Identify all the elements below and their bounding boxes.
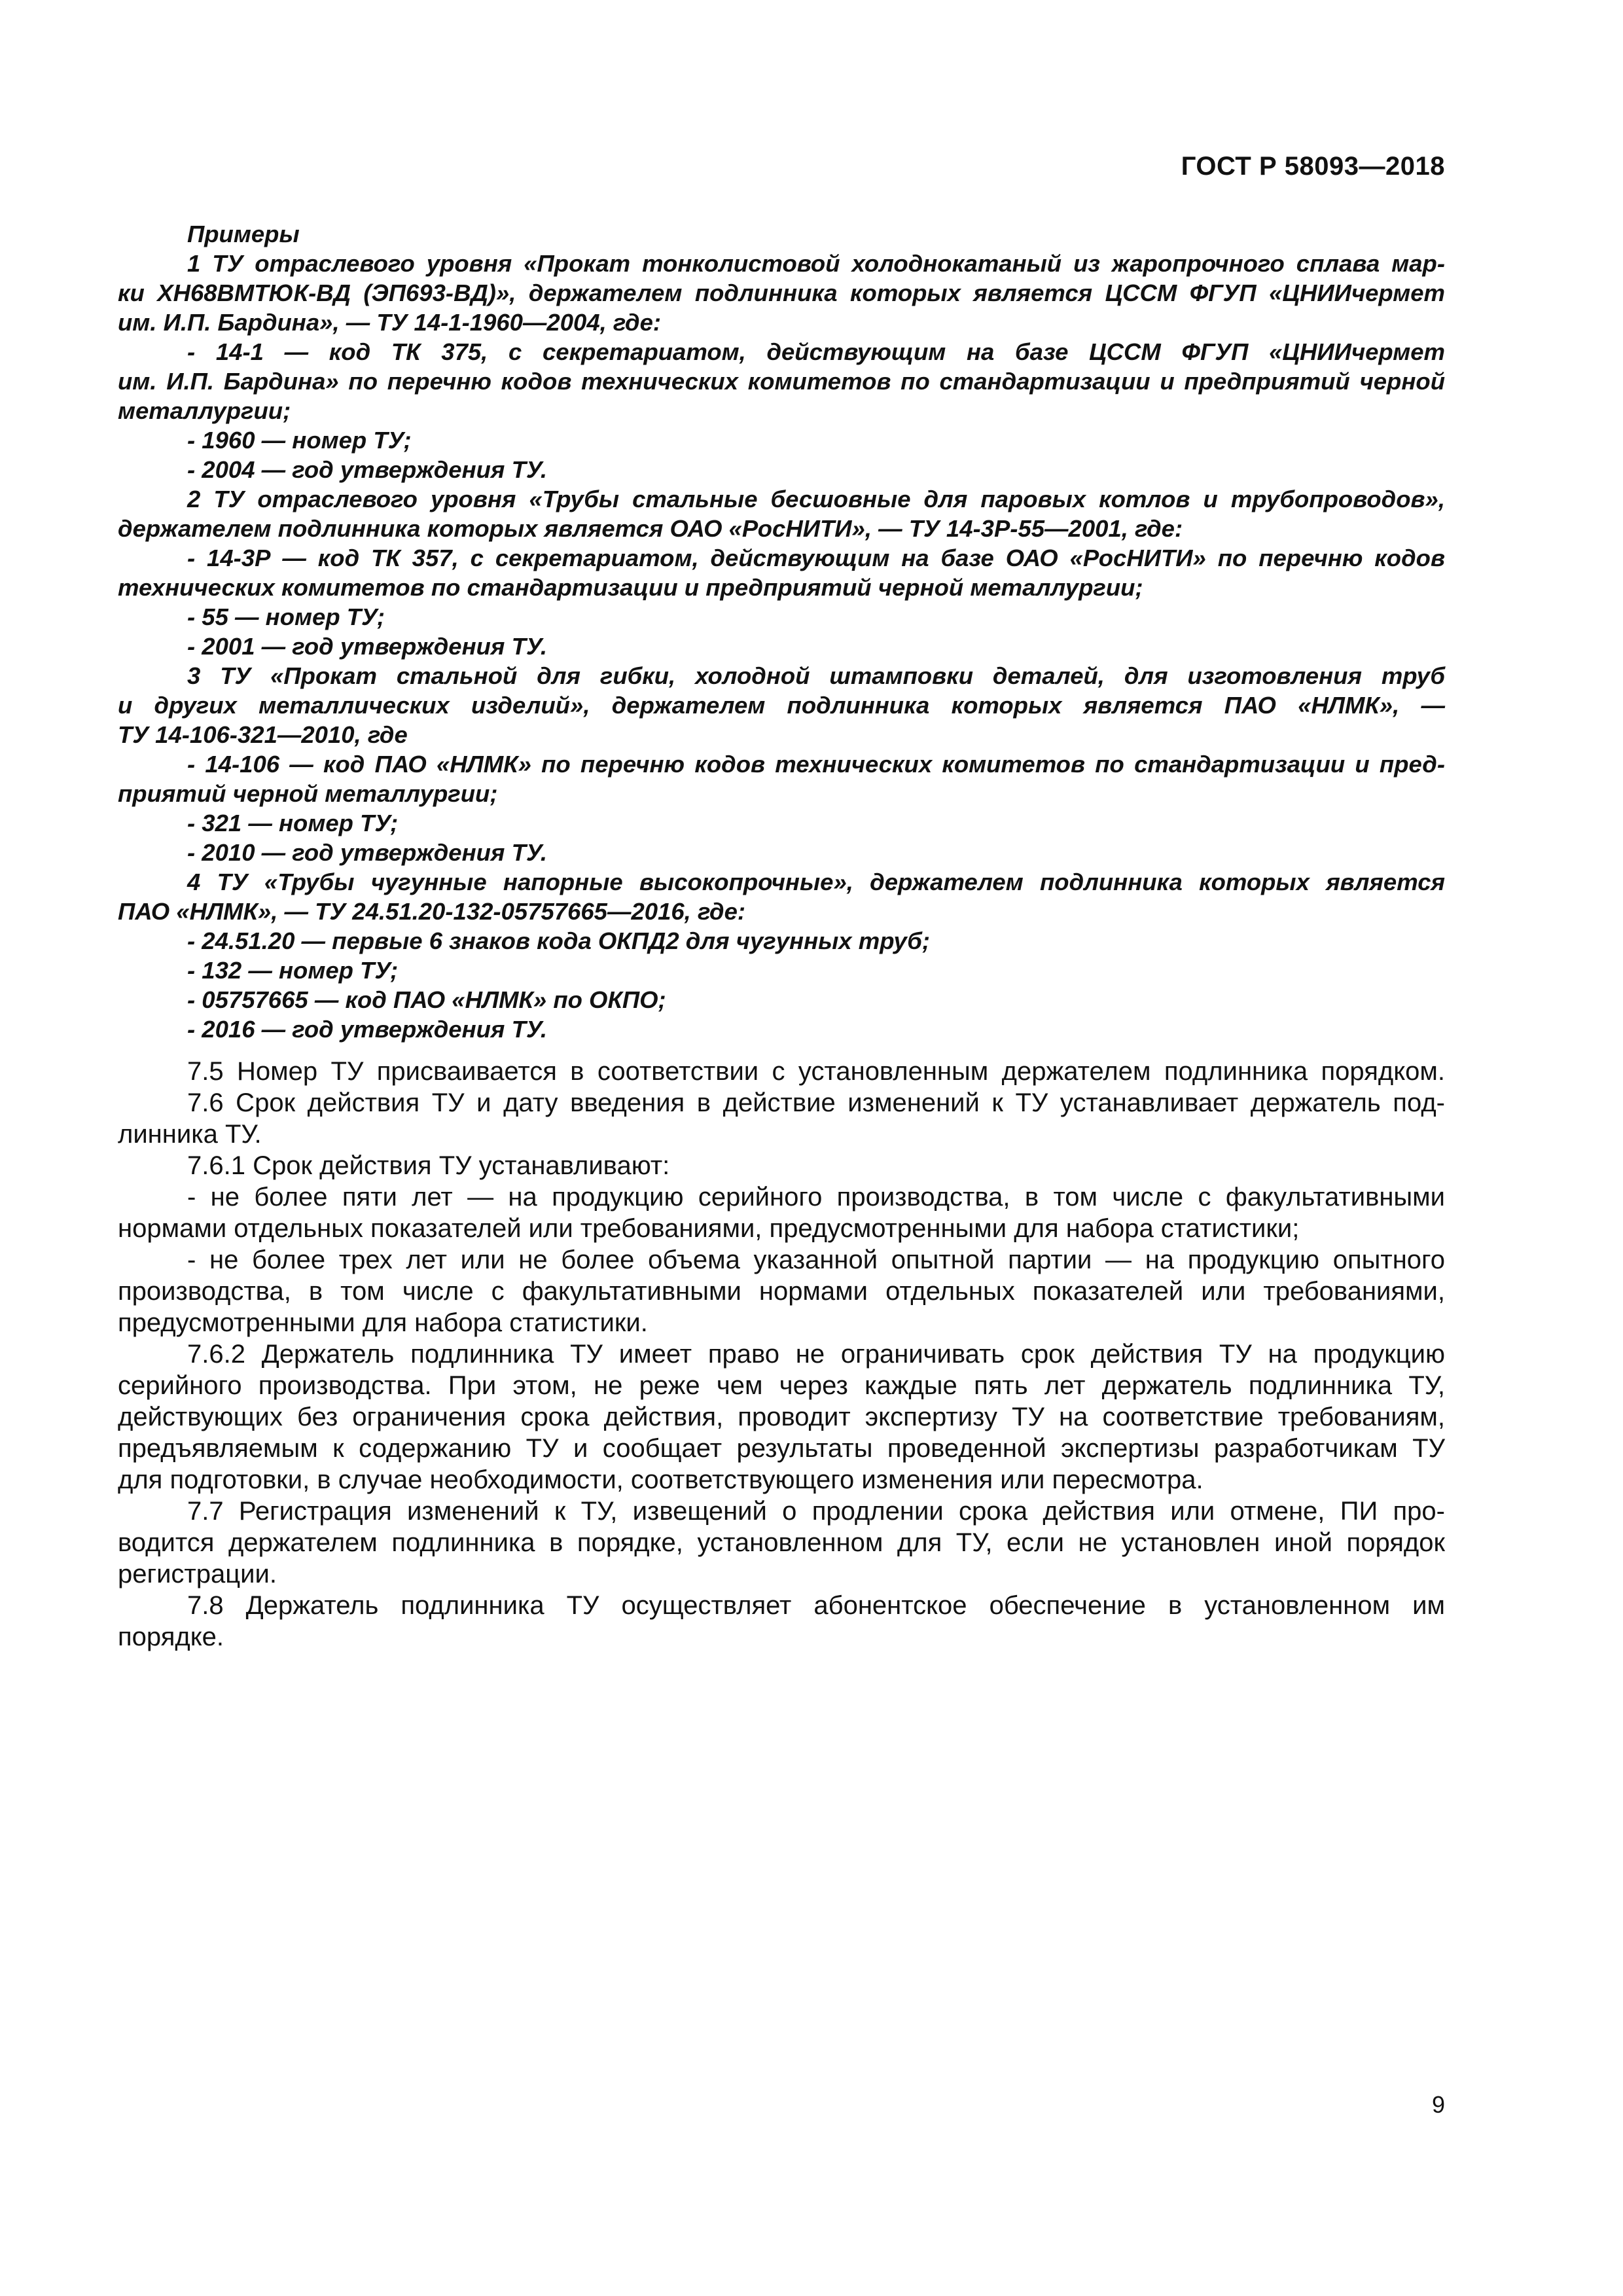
example-line: - 55 — номер ТУ; (187, 603, 385, 630)
example-line: - 1960 — номер ТУ; (187, 427, 412, 454)
example-line: - 14-3Р — код ТК 357, с секретариатом, действующим на базе ОАО «РосНИТИ» по перечню кодов (187, 545, 1445, 571)
body-line: серийного производства. При этом, не реже чем через каждые пять лет держатель подлинника ТУ, (118, 1371, 1445, 1400)
example-line: ПАО «НЛМК», — ТУ 24.51.20-132-05757665—2016, где: (118, 898, 746, 925)
body-line: нормами отдельных показателей или требованиями, предусмотренными для набора статистики; (118, 1214, 1300, 1243)
example-line: 2 ТУ отраслевого уровня «Трубы стальные бесшовные для паровых котлов и трубопроводов», (187, 486, 1445, 512)
example-line: Примеры (187, 221, 300, 247)
example-line: ки ХН68ВМТЮК-ВД (ЭП693-ВД)», держателем подлинника которых является ЦССМ ФГУП «ЦНИИчермет (118, 279, 1445, 306)
example-line: 1 ТУ отраслевого уровня «Прокат тонколистовой холоднокатаный из жаропрочного сплава мар- (187, 250, 1445, 277)
body-line: 7.7 Регистрация изменений к ТУ, извещений о продлении срока действия или отмене, ПИ про- (187, 1497, 1445, 1526)
body-line: 7.8 Держатель подлинника ТУ осуществляет абонентское обеспечение в установленном им (187, 1591, 1445, 1620)
example-line: металлургии; (118, 397, 291, 424)
body-line: 7.5 Номер ТУ присваивается в соответствии с установленным держателем подлинника порядком. (187, 1057, 1445, 1086)
example-line: технических комитетов по стандартизации и предприятий черной металлургии; (118, 574, 1143, 601)
example-line: и других металлических изделий», держателем подлинника которых является ПАО «НЛМК», — (118, 692, 1445, 719)
body-line: - не более трех лет или не более объема указанной опытной партии — на продукцию опытного (187, 1246, 1445, 1274)
example-line: - 321 — номер ТУ; (187, 810, 399, 836)
body-line: 7.6.2 Держатель подлинника ТУ имеет право не ограничивать срок действия ТУ на продукцию (187, 1340, 1445, 1369)
example-line: 3 ТУ «Прокат стальной для гибки, холодной штамповки деталей, для изготовления труб (187, 662, 1445, 689)
body-line: предусмотренными для набора статистики. (118, 1308, 648, 1337)
body-line: для подготовки, в случае необходимости, соответствующего изменения или пересмотра. (118, 1465, 1204, 1494)
examples-block (118, 219, 1445, 1044)
body-line: действующих без ограничения срока действия, проводит экспертизу ТУ на соответствие требованиям, (118, 1403, 1445, 1431)
example-line: - 05757665 — код ПАО «НЛМК» по ОКПО; (187, 986, 666, 1013)
example-line: - 14-1 — код ТК 375, с секретариатом, действующим на базе ЦССМ ФГУП «ЦНИИчермет (187, 338, 1445, 365)
example-line: - 132 — номер ТУ; (187, 957, 399, 984)
example-line: им. И.П. Бардина», — ТУ 14-1-1960—2004, где: (118, 309, 662, 336)
example-line: - 2016 — год утверждения ТУ. (187, 1016, 547, 1043)
example-line: - 24.51.20 — первые 6 знаков кода ОКПД2 для чугунных труб; (187, 927, 931, 954)
page-content (118, 219, 1445, 1653)
example-line: - 14-106 — код ПАО «НЛМК» по перечню кодов технических комитетов по стандартизации и пред- (187, 751, 1445, 778)
body-line: линника ТУ. (118, 1120, 262, 1149)
example-line: держателем подлинника которых является ОАО «РосНИТИ», — ТУ 14-3Р-55—2001, где: (118, 515, 1183, 542)
body-line: - не более пяти лет — на продукцию серийного производства, в том числе с факультативными (187, 1183, 1445, 1211)
body-line: 7.6.1 Срок действия ТУ устанавливают: (187, 1151, 670, 1180)
example-line: приятий черной металлургии; (118, 780, 498, 807)
body-line: водится держателем подлинника в порядке, установленном для ТУ, если не установлен иной порядок (118, 1528, 1445, 1557)
example-line: им. И.П. Бардина» по перечню кодов технических комитетов по стандартизации и предприятий черной (118, 368, 1445, 395)
example-line: - 2004 — год утверждения ТУ. (187, 456, 547, 483)
body-line: регистрации. (118, 1560, 277, 1588)
body-line: производства, в том числе с факультативными нормами отдельных показателей или требованиями, (118, 1277, 1445, 1306)
document-header: ГОСТ Р 58093—2018 (1181, 152, 1445, 181)
page-number: 9 (1431, 2091, 1445, 2118)
body-line: 7.6 Срок действия ТУ и дату введения в действие изменений к ТУ устанавливает держатель под- (187, 1088, 1445, 1117)
example-line: 4 ТУ «Трубы чугунные напорные высокопрочные», держателем подлинника которых является (187, 869, 1445, 895)
example-line: ТУ 14-106-321—2010, где (118, 721, 408, 748)
body-text-block (118, 1056, 1445, 1653)
example-line: - 2001 — год утверждения ТУ. (187, 633, 547, 660)
example-line: - 2010 — год утверждения ТУ. (187, 839, 547, 866)
body-line: порядке. (118, 1623, 224, 1651)
body-line: предъявляемым к содержанию ТУ и сообщает результаты проведенной экспертизы разработчикам ТУ (118, 1434, 1445, 1463)
